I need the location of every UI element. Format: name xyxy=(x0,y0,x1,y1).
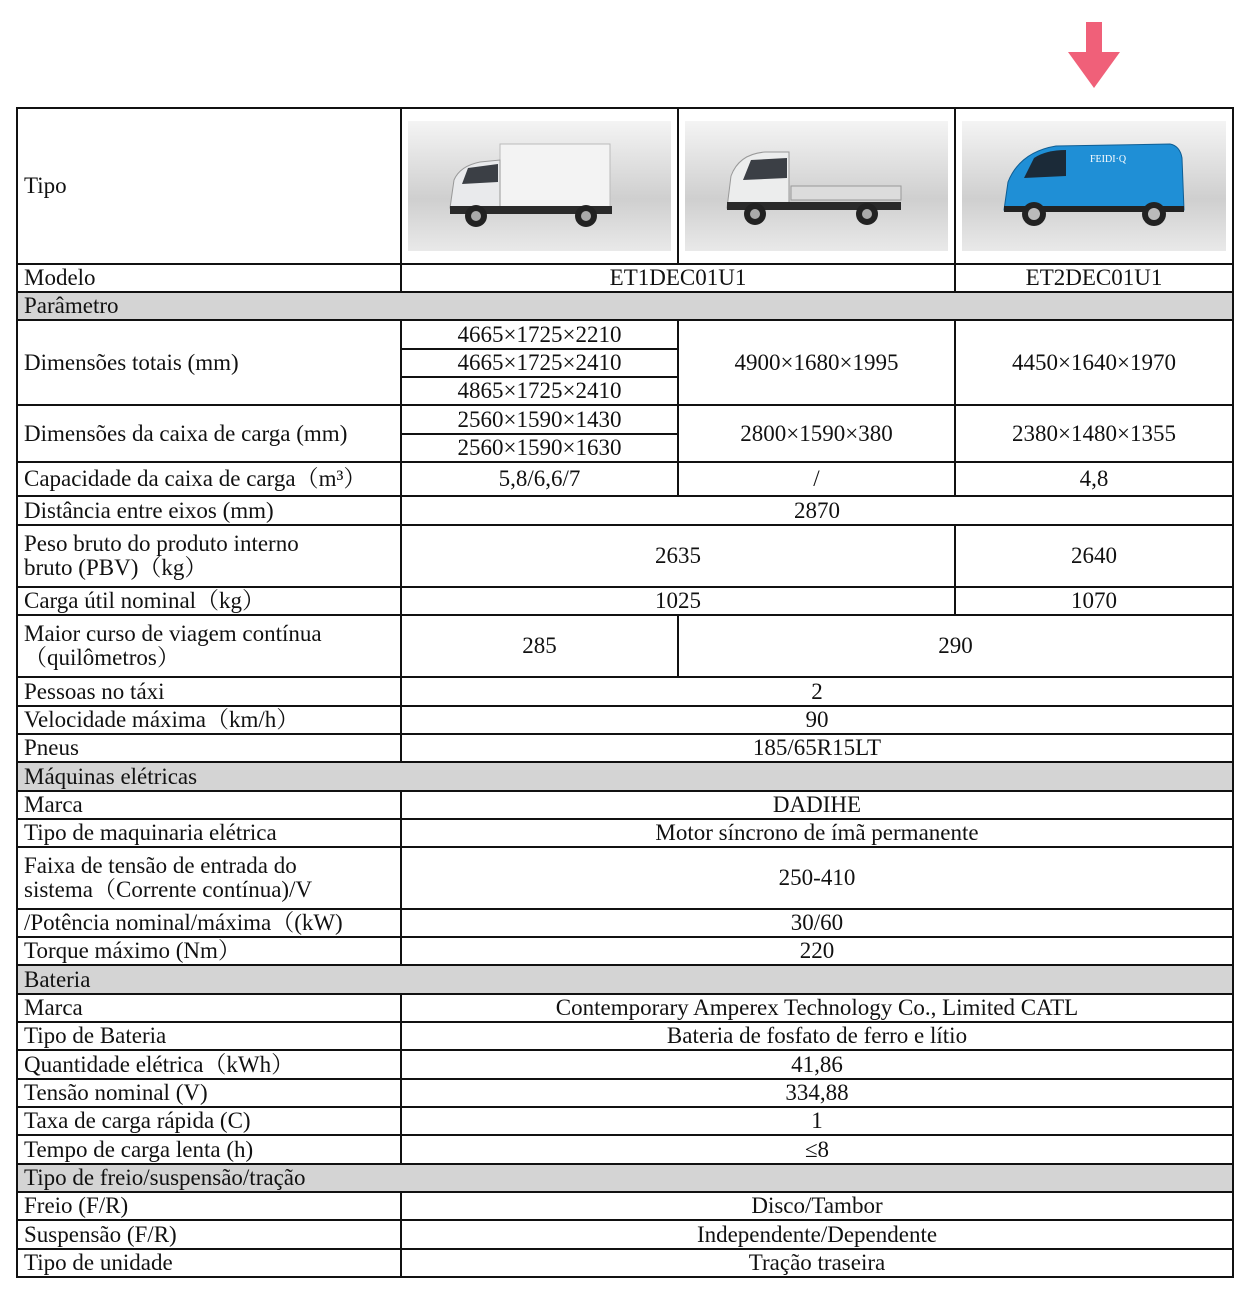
range-label xyxy=(17,615,401,677)
payload-label: Carga útil nominal（kg） xyxy=(17,587,401,615)
battery-type-label: Tipo de Bateria xyxy=(17,1022,401,1050)
speed-label: Velocidade máxima（km/h） xyxy=(17,706,401,734)
torque-value: 220 xyxy=(401,937,1233,965)
cargo-a-1: 2560×1590×1430 xyxy=(401,405,678,434)
model-label: Modelo xyxy=(17,264,401,292)
fast-charge-value: 1 xyxy=(401,1107,1233,1135)
battery-brand-label: Marca xyxy=(17,994,401,1022)
gross-weight-ab: 2635 xyxy=(401,525,955,587)
payload-c: 1070 xyxy=(955,587,1233,615)
voltage-label-line-2: sistema（Corrente contínua)/V xyxy=(24,877,313,902)
cargo-label: Dimensões da caixa de carga (mm) xyxy=(17,405,401,462)
gross-weight-label xyxy=(17,525,401,587)
gross-label-line-1: Peso bruto do produto interno xyxy=(24,531,299,556)
dims-a-3: 4865×1725×2410 xyxy=(401,377,678,405)
dims-a-1: 4665×1725×2210 xyxy=(401,320,678,349)
capacity-b: / xyxy=(678,462,955,496)
capacity-c: 4,8 xyxy=(955,462,1233,496)
model-et2: ET2DEC01U1 xyxy=(955,264,1233,292)
motor-type-value: Motor síncrono de ímã permanente xyxy=(401,819,1233,847)
blue-van-image xyxy=(955,108,1233,264)
tyres-label: Pneus xyxy=(17,734,401,762)
nominal-voltage-value: 334,88 xyxy=(401,1079,1233,1107)
energy-value: 41,86 xyxy=(401,1050,1233,1079)
torque-label: Torque máximo (Nm） xyxy=(17,937,401,965)
range-label-line-2: （quilômetros） xyxy=(24,645,180,670)
power-label: /Potência nominal/máxima（(kW) xyxy=(17,909,401,937)
gross-weight-c: 2640 xyxy=(955,525,1233,587)
battery-type-value: Bateria de fosfato de ferro e lítio xyxy=(401,1022,1233,1050)
power-value: 30/60 xyxy=(401,909,1233,937)
motor-brand-value: DADIHE xyxy=(401,791,1233,819)
seats-value: 2 xyxy=(401,677,1233,706)
drive-label: Tipo de unidade xyxy=(17,1249,401,1277)
cargo-a-2: 2560×1590×1630 xyxy=(401,434,678,462)
spec-table xyxy=(16,107,1234,1278)
gross-label-line-2: bruto (PBV)（kg） xyxy=(24,555,208,580)
capacity-a: 5,8/6,6/7 xyxy=(401,462,678,496)
voltage-label xyxy=(17,847,401,909)
dims-a-2: 4665×1725×2410 xyxy=(401,349,678,377)
section-chassis: Tipo de freio/suspensão/tração xyxy=(17,1164,1233,1192)
dims-c: 4450×1640×1970 xyxy=(955,320,1233,405)
suspension-value: Independente/Dependente xyxy=(401,1220,1233,1249)
drive-value: Tração traseira xyxy=(401,1249,1233,1277)
nominal-voltage-label: Tensão nominal (V) xyxy=(17,1079,401,1107)
motor-type-label: Tipo de maquinaria elétrica xyxy=(17,819,401,847)
van-brand-text: FEIDI·Q xyxy=(1090,154,1127,165)
payload-ab: 1025 xyxy=(401,587,955,615)
down-arrow-icon xyxy=(1068,22,1120,88)
model-et1: ET1DEC01U1 xyxy=(401,264,955,292)
section-battery: Bateria xyxy=(17,965,1233,994)
motor-brand-label: Marca xyxy=(17,791,401,819)
range-bc: 290 xyxy=(678,615,1233,677)
range-a: 285 xyxy=(401,615,678,677)
range-label-line-1: Maior curso de viagem contínua xyxy=(24,621,322,646)
voltage-value: 250-410 xyxy=(401,847,1233,909)
seats-label: Pessoas no táxi xyxy=(17,677,401,706)
suspension-label: Suspensão (F/R) xyxy=(17,1220,401,1249)
energy-label: Quantidade elétrica（kWh） xyxy=(17,1050,401,1079)
speed-value: 90 xyxy=(401,706,1233,734)
dims-b: 4900×1680×1995 xyxy=(678,320,955,405)
cargo-c: 2380×1480×1355 xyxy=(955,405,1233,462)
brake-value: Disco/Tambor xyxy=(401,1192,1233,1220)
battery-brand-value: Contemporary Amperex Technology Co., Limited CATL xyxy=(401,994,1233,1022)
tyres-value: 185/65R15LT xyxy=(401,734,1233,762)
dims-label: Dimensões totais (mm) xyxy=(17,320,401,405)
flatbed-truck-image xyxy=(678,108,955,264)
type-label: Tipo xyxy=(17,108,401,264)
wheelbase-value: 2870 xyxy=(401,496,1233,525)
section-motor: Máquinas elétricas xyxy=(17,762,1233,791)
voltage-label-line-1: Faixa de tensão de entrada do xyxy=(24,853,297,878)
cargo-b: 2800×1590×380 xyxy=(678,405,955,462)
section-params: Parâmetro xyxy=(17,292,1233,320)
fast-charge-label: Taxa de carga rápida (C) xyxy=(17,1107,401,1135)
capacity-label: Capacidade da caixa de carga（m³） xyxy=(17,462,401,496)
slow-charge-label: Tempo de carga lenta (h) xyxy=(17,1135,401,1164)
slow-charge-value: ≤8 xyxy=(401,1135,1233,1164)
wheelbase-label: Distância entre eixos (mm) xyxy=(17,496,401,525)
box-truck-image xyxy=(401,108,678,264)
brake-label: Freio (F/R) xyxy=(17,1192,401,1220)
